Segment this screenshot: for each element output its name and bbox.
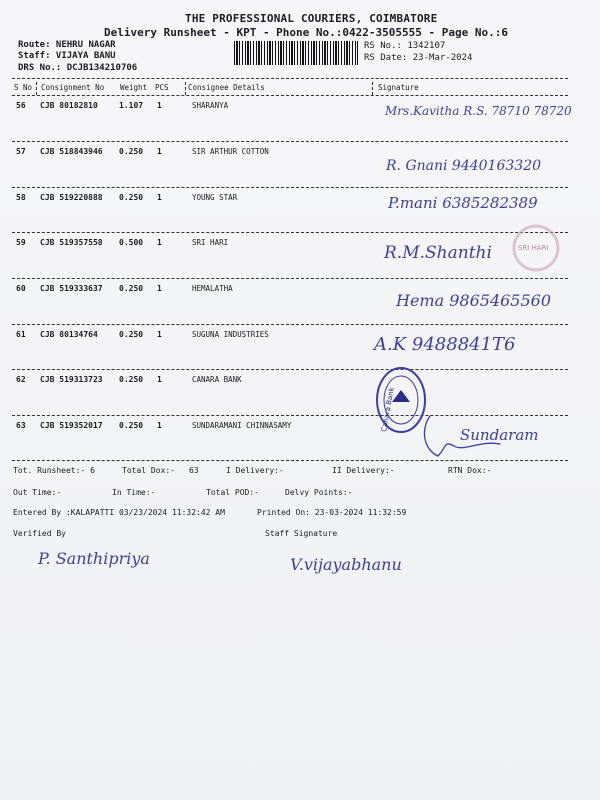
row-pcs: 1 bbox=[157, 101, 162, 110]
row-rule bbox=[12, 232, 568, 233]
signature-text: R. Gnani 9440163320 bbox=[386, 158, 542, 174]
stamp-text: Canara Bank bbox=[380, 386, 396, 433]
col-header-signature: Signature bbox=[378, 83, 419, 92]
row-sno: 61 bbox=[16, 330, 26, 339]
rs-number: RS No.: 1342107 bbox=[364, 41, 446, 51]
col-divider bbox=[185, 82, 187, 95]
sri-hari-stamp bbox=[496, 222, 572, 282]
verified-signature bbox=[36, 542, 196, 582]
row-weight: 0.250 bbox=[119, 421, 144, 430]
staff-signature bbox=[290, 548, 450, 588]
row-sno: 58 bbox=[16, 193, 26, 202]
row-weight: 0.250 bbox=[119, 330, 144, 339]
row-weight: 0.500 bbox=[119, 238, 144, 247]
row-pcs: 1 bbox=[157, 193, 162, 202]
header-rule-top bbox=[12, 78, 568, 79]
stamp-text: SRI HARI bbox=[518, 244, 549, 252]
in-time: In Time:- bbox=[112, 488, 156, 497]
total-runsheet: Tot. Runsheet:- 6 bbox=[13, 466, 95, 475]
runsheet-subtitle: Delivery Runsheet - KPT - Phone No.:0422-3505555 - Page No.:6 bbox=[104, 26, 508, 39]
row-pcs: 1 bbox=[157, 238, 162, 247]
row-pcs: 1 bbox=[157, 147, 162, 156]
delivery-points: Delvy Points:- bbox=[285, 488, 353, 497]
second-delivery: II Delivery:- bbox=[332, 466, 395, 475]
row-consignee: SUGUNA INDUSTRIES bbox=[192, 330, 269, 339]
row-rule bbox=[12, 141, 568, 142]
return-dox: RTN Dox:- bbox=[448, 466, 492, 475]
verified-by-label: Verified By bbox=[13, 529, 66, 538]
row-pcs: 1 bbox=[157, 421, 162, 430]
row-weight: 0.250 bbox=[119, 284, 144, 293]
row-consignment: CJB 519352017 bbox=[40, 421, 103, 430]
row-sno: 60 bbox=[16, 284, 26, 293]
row-sno: 59 bbox=[16, 238, 26, 247]
out-time: Out Time:- bbox=[13, 488, 62, 497]
signature-text: R.M.Shanthi bbox=[384, 243, 492, 263]
row-consignee: CANARA BANK bbox=[192, 375, 242, 384]
row-pcs: 1 bbox=[157, 330, 162, 339]
col-header-sno: S No bbox=[14, 83, 33, 92]
signature-text: Mrs.Kavitha R.S. 78710 78720 bbox=[385, 104, 572, 118]
signature-text: Sundaram bbox=[460, 426, 539, 444]
row-weight: 0.250 bbox=[119, 193, 144, 202]
signature-text: V.vijayabhanu bbox=[290, 555, 402, 574]
rs-date: RS Date: 23-Mar-2024 bbox=[364, 53, 473, 63]
signature-text: A.K 9488841T6 bbox=[374, 334, 516, 355]
first-delivery: I Delivery:- bbox=[226, 466, 284, 475]
header-rule-bottom bbox=[12, 95, 568, 96]
row-weight: 0.250 bbox=[119, 375, 144, 384]
company-title: THE PROFESSIONAL COURIERS, COIMBATORE bbox=[185, 12, 438, 25]
route-label: Route: NEHRU NAGAR bbox=[18, 40, 116, 50]
row-weight: 0.250 bbox=[119, 147, 144, 156]
signature-row-60 bbox=[396, 282, 586, 322]
printed-on: Printed On: 23-03-2024 11:32:59 bbox=[257, 508, 407, 517]
total-dox-label: Total Dox:- bbox=[122, 466, 175, 475]
staff-signature-label: Staff Signature bbox=[265, 529, 338, 538]
col-header-weight: Weight bbox=[120, 83, 148, 92]
signature-text: P.mani 6385282389 bbox=[388, 194, 538, 212]
signature-text: P. Santhipriya bbox=[38, 549, 150, 568]
staff-label: Staff: VIJAYA BANU bbox=[18, 51, 116, 61]
col-header-consignment: Consignment No bbox=[41, 83, 105, 92]
row-consignment: CJB 518843946 bbox=[40, 147, 103, 156]
row-sno: 56 bbox=[16, 101, 26, 110]
col-divider bbox=[36, 82, 38, 95]
row-consignee: SHARANYA bbox=[192, 101, 229, 110]
row-consignee: SUNDARAMANI CHINNASAMY bbox=[192, 421, 292, 430]
barcode-image bbox=[234, 41, 358, 65]
row-consignment: CJB 80134764 bbox=[40, 330, 98, 339]
entered-by: Entered By :KALAPATTI 03/23/2024 11:32:42 AM bbox=[13, 508, 225, 517]
row-sno: 63 bbox=[16, 421, 26, 430]
signature-text: Hema 9865465560 bbox=[396, 291, 552, 310]
total-dox-value: 63 bbox=[189, 466, 199, 475]
row-consignment: CJB 519313723 bbox=[40, 375, 103, 384]
row-consignee: YOUNG STAR bbox=[192, 193, 238, 202]
row-pcs: 1 bbox=[157, 284, 162, 293]
total-pod: Total POD:- bbox=[206, 488, 259, 497]
row-pcs: 1 bbox=[157, 375, 162, 384]
row-weight: 1.107 bbox=[119, 101, 144, 110]
row-consignment: CJB 519357558 bbox=[40, 238, 103, 247]
row-consignment: CJB 519220888 bbox=[40, 193, 103, 202]
row-consignment: CJB 519333637 bbox=[40, 284, 103, 293]
row-consignee: SIR ARTHUR COTTON bbox=[192, 147, 269, 156]
col-divider bbox=[372, 82, 374, 95]
col-header-pcs: PCS bbox=[155, 83, 169, 92]
row-sno: 62 bbox=[16, 375, 26, 384]
signature-row-57 bbox=[380, 148, 570, 188]
row-rule bbox=[12, 278, 568, 279]
row-consignee: HEMALATHA bbox=[192, 284, 233, 293]
signature-row-63 bbox=[420, 410, 590, 466]
drs-number: DRS No.: DCJB134210706 bbox=[18, 63, 138, 73]
col-header-consignee: Consignee Details bbox=[188, 83, 265, 92]
row-consignment: CJB 80182810 bbox=[40, 101, 98, 110]
signature-row-56 bbox=[375, 100, 575, 140]
row-consignee: SRI HARI bbox=[192, 238, 229, 247]
row-sno: 57 bbox=[16, 147, 26, 156]
